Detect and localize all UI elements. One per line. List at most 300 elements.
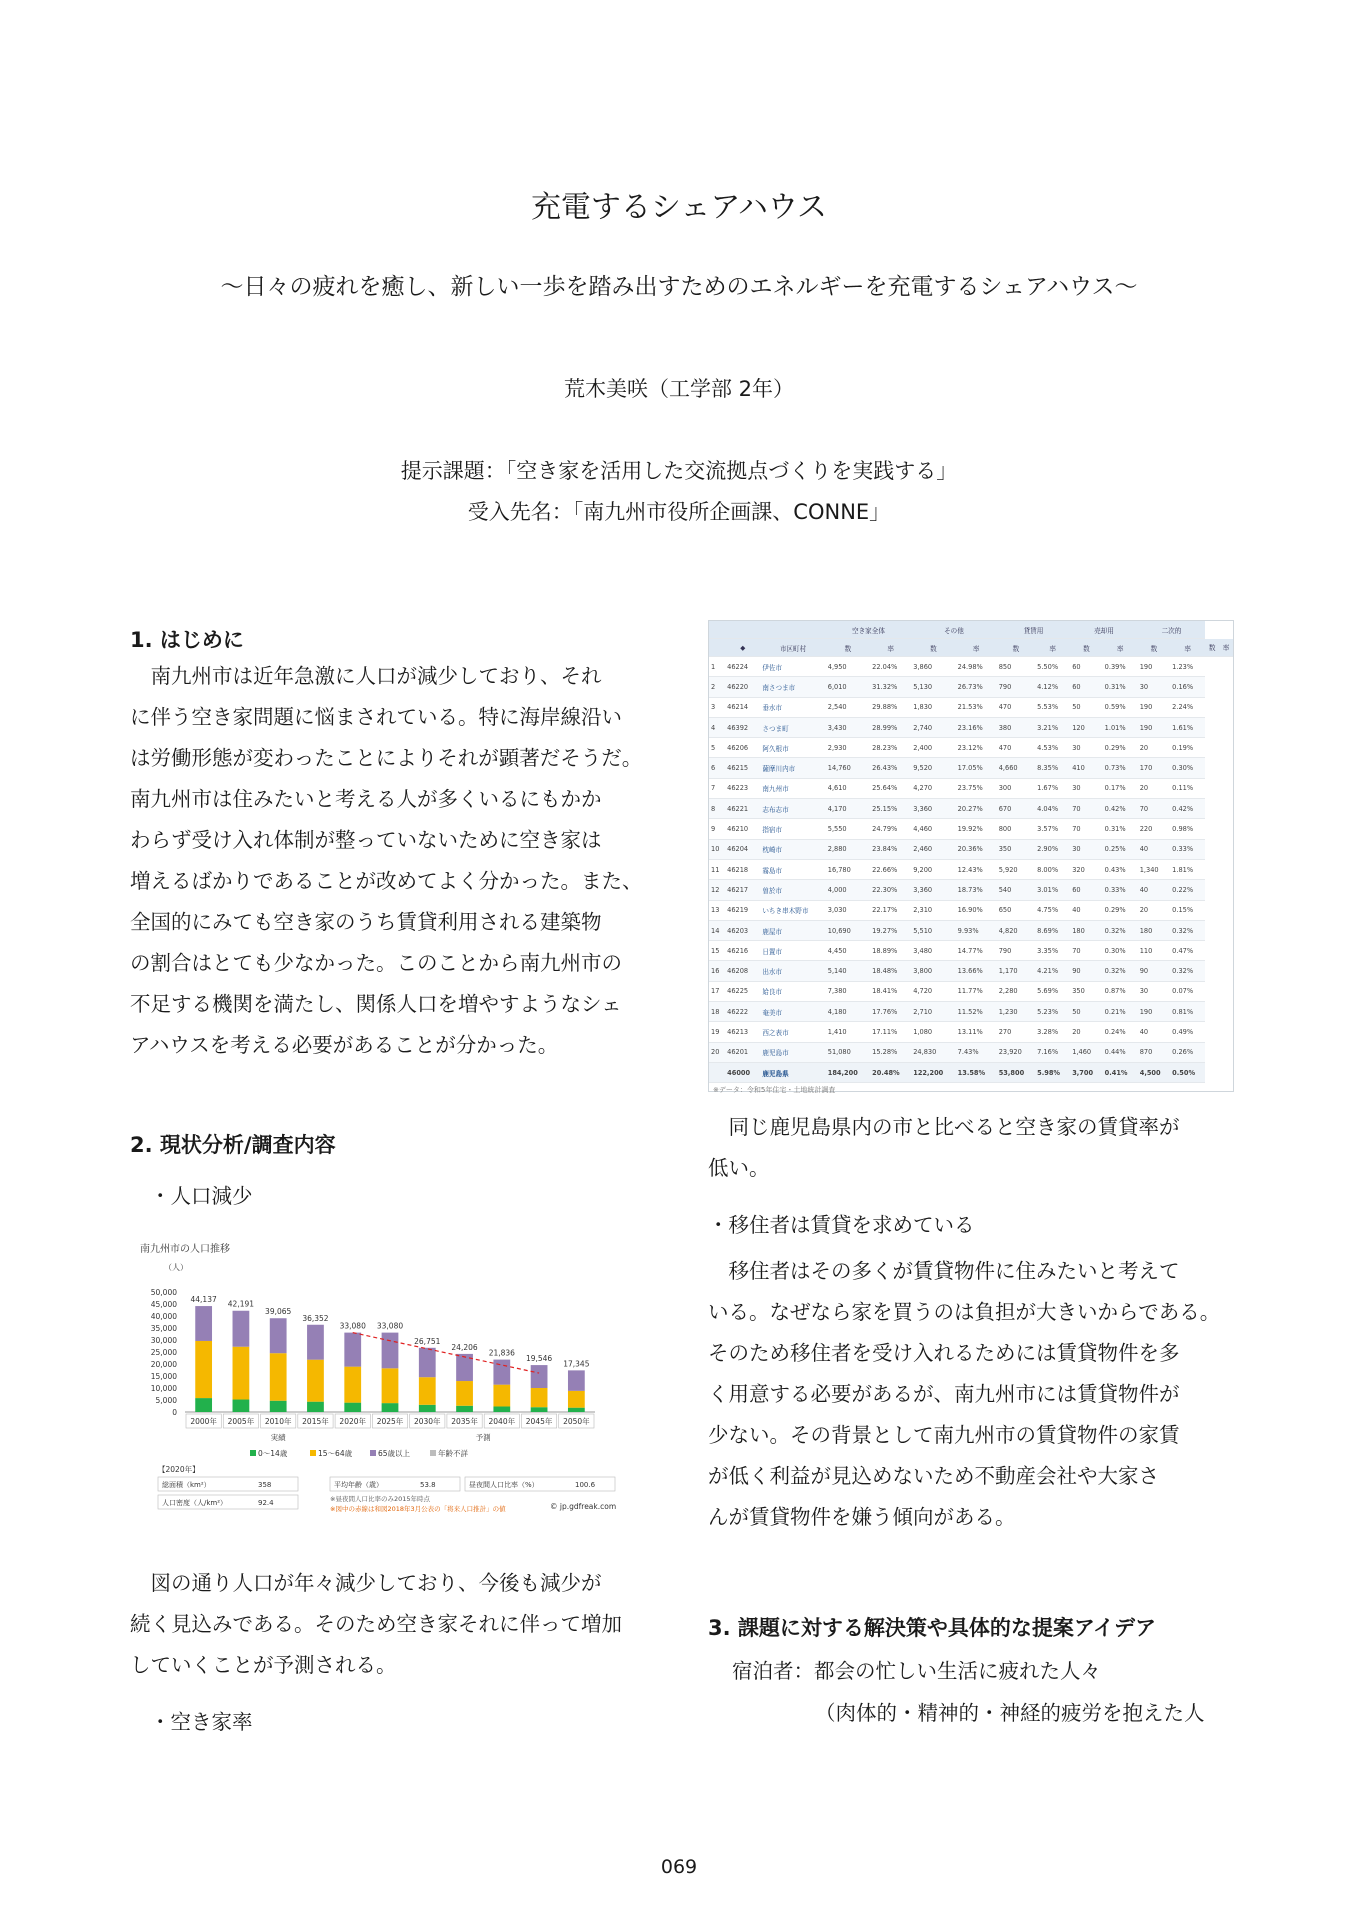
table-cell: 14.77%	[956, 941, 997, 961]
table-cell: 20.27%	[956, 799, 997, 819]
table-cell: 14	[709, 920, 725, 940]
table-cell: 350	[997, 839, 1035, 859]
table-cell: 24,830	[911, 1042, 955, 1062]
table-cell: 4,660	[997, 758, 1035, 778]
table-cell: 20	[1138, 900, 1170, 920]
table-cell: 46206	[725, 738, 760, 758]
table-row	[709, 941, 1233, 961]
table-column-label[interactable]: 数	[997, 639, 1035, 657]
table-cell: 9	[709, 819, 725, 839]
section3-heading: 3. 課題に対する解決策や具体的な提案アイデア	[708, 1616, 1157, 1640]
table-cell: 12.43%	[956, 859, 997, 879]
table-cell: 1	[709, 657, 725, 677]
table-cell: 20	[1138, 738, 1170, 758]
section1-body	[130, 656, 690, 1066]
table-cell: 6	[709, 758, 725, 778]
table-cell: 4,500	[1138, 1062, 1170, 1082]
table-cell: 46216	[725, 941, 760, 961]
x-tick-label: 2010年	[264, 1417, 292, 1426]
table-cell: 190	[1138, 1002, 1170, 1022]
table-cell: 300	[997, 778, 1035, 798]
bar-segment	[493, 1385, 510, 1407]
table-cell: 23.16%	[956, 717, 997, 737]
table-cell: 伊佐市	[760, 657, 825, 677]
data-label: 24,206	[451, 1342, 478, 1352]
table-cell: 4.04%	[1035, 799, 1070, 819]
bar-segment	[568, 1391, 585, 1408]
table-cell: 470	[997, 738, 1035, 758]
table-row	[709, 880, 1233, 900]
table-cell: 23.84%	[870, 839, 911, 859]
table-cell: 790	[997, 941, 1035, 961]
x-tick-label: 2020年	[339, 1417, 367, 1426]
table-cell: 4,610	[826, 778, 870, 798]
table-cell: 40	[1138, 839, 1170, 859]
table-cell: 3,800	[911, 961, 955, 981]
y-tick-label: 25,000	[150, 1348, 177, 1357]
table-cell: 46223	[725, 778, 760, 798]
table-cell: 46208	[725, 961, 760, 981]
table-cell: 3,700	[1070, 1062, 1102, 1082]
table-cell: 320	[1070, 859, 1102, 879]
table-cell: 4,450	[826, 941, 870, 961]
table-cell: 4,270	[911, 778, 955, 798]
table-cell: 50	[1070, 1002, 1102, 1022]
migrants-body	[708, 1251, 1268, 1538]
table-cell: 0.39%	[1103, 657, 1138, 677]
table-cell: 9.93%	[956, 920, 997, 940]
table-cell: 鹿児島県	[760, 1062, 825, 1082]
bar-segment	[195, 1398, 212, 1412]
table-cell: 170	[1138, 758, 1170, 778]
table-cell: 0.33%	[1103, 880, 1138, 900]
table-cell: 5.69%	[1035, 981, 1070, 1001]
table-cell: 0.30%	[1103, 941, 1138, 961]
data-label: 33,080	[376, 1321, 404, 1331]
info-item-label: 人口密度（人/km²）	[162, 1499, 228, 1507]
table-column-label[interactable]: 数	[911, 639, 955, 657]
table-column-label[interactable]: 率	[1219, 639, 1233, 657]
table-column-label[interactable]: 率	[1103, 639, 1138, 657]
table-cell: 2	[709, 677, 725, 697]
table-cell: 4,170	[826, 799, 870, 819]
table-cell: いちき串木野市	[760, 900, 825, 920]
table-cell: 鹿児島市	[760, 1042, 825, 1062]
data-label: 44,137	[190, 1295, 217, 1305]
table-cell: 0.22%	[1170, 880, 1205, 900]
table-cell: 2.90%	[1035, 839, 1070, 859]
table-cell: 11	[709, 859, 725, 879]
table-row	[709, 981, 1233, 1001]
table-cell: 18.89%	[870, 941, 911, 961]
table-cell: 29.88%	[870, 697, 911, 717]
table-cell: 190	[1138, 697, 1170, 717]
table-cell: 鹿屋市	[760, 920, 825, 940]
info-item-value: 53.8	[420, 1481, 436, 1489]
table-cell: 8	[709, 799, 725, 819]
table-cell: 0.73%	[1103, 758, 1138, 778]
table-column-label[interactable]: 数	[1070, 639, 1102, 657]
table-cell: 4.53%	[1035, 738, 1070, 758]
legend-label: 年齢不詳	[438, 1449, 468, 1458]
table-cell: 17.05%	[956, 758, 997, 778]
table-row	[709, 1022, 1233, 1042]
table-row	[709, 697, 1233, 717]
table-cell: 7,380	[826, 981, 870, 1001]
data-label: 36,352	[302, 1313, 329, 1323]
table-column-label[interactable]: 率	[870, 639, 911, 657]
table-row	[709, 799, 1233, 819]
table-cell: 40	[1070, 900, 1102, 920]
table-cell: 2,310	[911, 900, 955, 920]
table-cell: 9,200	[911, 859, 955, 879]
y-tick-label: 5,000	[155, 1396, 177, 1405]
legend-swatch	[250, 1450, 256, 1456]
table-cell: 190	[1138, 657, 1170, 677]
table-cell: 46220	[725, 677, 760, 697]
table-row	[709, 778, 1233, 798]
bar-segment	[233, 1400, 250, 1412]
table-cell: 17	[709, 981, 725, 1001]
table-cell: 28.23%	[870, 738, 911, 758]
table-row	[709, 859, 1233, 879]
table-cell: 0.32%	[1170, 961, 1205, 981]
table-row	[709, 717, 1233, 737]
table-cell: 14,760	[826, 758, 870, 778]
table-cell: 90	[1138, 961, 1170, 981]
table-cell: 46225	[725, 981, 760, 1001]
table-cell: 1,230	[997, 1002, 1035, 1022]
table-cell: 4.12%	[1035, 677, 1070, 697]
table-cell: 70	[1070, 941, 1102, 961]
bar-segment	[307, 1402, 324, 1412]
table-cell: 2,460	[911, 839, 955, 859]
bar-segment	[568, 1370, 585, 1391]
table-cell: 13	[709, 900, 725, 920]
legend-label: 0〜14歳	[258, 1449, 288, 1458]
paragraph-line: 低い。	[708, 1156, 770, 1180]
page-number: 069	[660, 1856, 698, 1878]
table-cell: 0.26%	[1170, 1042, 1205, 1062]
table-cell: 1,170	[997, 961, 1035, 981]
y-tick-label: 20,000	[150, 1360, 177, 1369]
table-cell: 19.92%	[956, 819, 997, 839]
table-cell: 阿久根市	[760, 738, 825, 758]
table-cell: 122,200	[911, 1062, 955, 1082]
table-cell: 0.15%	[1170, 900, 1205, 920]
paragraph-line: の割合はとても少なかった。このことから南九州市の	[130, 951, 622, 975]
table-cell: 0.32%	[1170, 920, 1205, 940]
table-cell: 0.24%	[1103, 1022, 1138, 1042]
table-cell: 31.32%	[870, 677, 911, 697]
table-cell: 0.32%	[1103, 961, 1138, 981]
table-cell: 15.28%	[870, 1042, 911, 1062]
table-cell: 410	[1070, 758, 1102, 778]
bar-segment	[195, 1341, 212, 1398]
table-cell: 0.17%	[1103, 778, 1138, 798]
population-chart-svg	[130, 1240, 630, 1550]
table-cell: 西之表市	[760, 1022, 825, 1042]
table-cell: 90	[1070, 961, 1102, 981]
table-cell: 60	[1070, 880, 1102, 900]
table-cell: 21.53%	[956, 697, 997, 717]
host: 受入先名：「南九州市役所企画課、CONNE」	[467, 500, 891, 524]
table-row	[709, 738, 1233, 758]
paragraph-line: 南九州市は住みたいと考える人が多くいるにもかか	[130, 787, 602, 811]
bar-segment	[344, 1403, 361, 1412]
table-column-label[interactable]: 数	[1138, 639, 1170, 657]
paragraph-line: 少ない。その背景として南九州市の賃貸物件の家賃	[708, 1423, 1180, 1447]
paragraph-line: 移住者はその多くが賃貸物件に住みたいと考えて	[708, 1259, 1180, 1283]
author: 荒木美咲（工学部 2年）	[563, 377, 795, 401]
table-cell: 3,360	[911, 880, 955, 900]
table-cell: 53,800	[997, 1062, 1035, 1082]
table-cell: 46219	[725, 900, 760, 920]
table-cell: 46210	[725, 819, 760, 839]
table-cell: 2,710	[911, 1002, 955, 1022]
table-cell: 0.50%	[1170, 1062, 1205, 1082]
table-cell: 46204	[725, 839, 760, 859]
bar-segment	[456, 1381, 473, 1406]
group-label: 予測	[475, 1433, 491, 1442]
table-cell: 1.61%	[1170, 717, 1205, 737]
info-item-value: 358	[258, 1481, 272, 1489]
table-cell: 奄美市	[760, 1002, 825, 1022]
paragraph-line: 図の通り人口が年々減少しており、今後も減少が	[130, 1571, 602, 1595]
table-cell: 40	[1138, 880, 1170, 900]
table-cell: 2,930	[826, 738, 870, 758]
table-cell: 6,010	[826, 677, 870, 697]
table-cell: 1,460	[1070, 1042, 1102, 1062]
table-cell: 0.07%	[1170, 981, 1205, 1001]
section2-heading: 2. 現状分析/調査内容	[130, 1133, 336, 1157]
table-cell: 46000	[725, 1062, 760, 1082]
x-tick-label: 2030年	[413, 1417, 441, 1426]
table-cell: 0.32%	[1103, 920, 1138, 940]
paragraph-line: アハウスを考える必要があることが分かった。	[130, 1033, 559, 1057]
paragraph-line: そのため移住者を受け入れるためには賃貸物件を多	[708, 1341, 1180, 1365]
table-cell: 24.79%	[870, 819, 911, 839]
table-cell: 46214	[725, 697, 760, 717]
table-cell: 30	[1070, 738, 1102, 758]
bar-segment	[531, 1365, 548, 1388]
table-group-label: 空き家全体	[826, 621, 911, 639]
bar-segment	[493, 1406, 510, 1412]
table-cell: 22.66%	[870, 859, 911, 879]
table-cell: 50	[1070, 697, 1102, 717]
data-label: 33,080	[339, 1321, 366, 1331]
table-group-label: 貸賃用	[997, 621, 1071, 639]
info-label: 【2020年】	[158, 1465, 200, 1474]
table-cell: 470	[997, 697, 1035, 717]
paragraph-line: んが賃貸物件を嫌う傾向がある。	[708, 1505, 1016, 1529]
table-cell: 1,410	[826, 1022, 870, 1042]
table-cell: 26.73%	[956, 677, 997, 697]
table-cell: 8.00%	[1035, 859, 1070, 879]
section3-line1: 宿泊者：都会の忙しい生活に疲れた人々	[732, 1659, 1101, 1683]
bullet-population: ・人口減少	[150, 1184, 253, 1208]
bar-segment	[419, 1405, 436, 1412]
table-cell: 650	[997, 900, 1035, 920]
paragraph-line: いる。なぜなら家を買うのは負担が大きいからである。	[708, 1300, 1221, 1324]
bar-segment	[195, 1306, 212, 1341]
table-cell: 0.29%	[1103, 900, 1138, 920]
table-cell: 70	[1070, 799, 1102, 819]
table-cell: 25.15%	[870, 799, 911, 819]
info-item-label: 平均年齢（歳）	[334, 1481, 383, 1489]
bar-segment	[493, 1360, 510, 1385]
data-label: 21,836	[488, 1348, 515, 1358]
table-cell: 0.98%	[1170, 819, 1205, 839]
paragraph-line: 増えるばかりであることが改めてよく分かった。また、	[130, 869, 643, 893]
table-cell: 3,030	[826, 900, 870, 920]
table-cell: さつま町	[760, 717, 825, 737]
bar-segment	[456, 1406, 473, 1412]
x-tick-label: 2025年	[376, 1417, 404, 1426]
table-cell: 22.17%	[870, 900, 911, 920]
table-cell: 46224	[725, 657, 760, 677]
table-cell: 5,140	[826, 961, 870, 981]
table-cell: 0.59%	[1103, 697, 1138, 717]
table-cell: 23,920	[997, 1042, 1035, 1062]
table-cell: 4	[709, 717, 725, 737]
table-cell: 霧島市	[760, 859, 825, 879]
chart-title: 南九州市の人口推移	[140, 1244, 230, 1255]
table-cell: 5,130	[911, 677, 955, 697]
table-cell: 20	[709, 1042, 725, 1062]
table-column-label[interactable]: 率	[956, 639, 997, 657]
table-cell: 60	[1070, 677, 1102, 697]
y-tick-label: 50,000	[150, 1288, 177, 1297]
table-cell: 0.87%	[1103, 981, 1138, 1001]
table-cell: 20.36%	[956, 839, 997, 859]
y-tick-label: 0	[172, 1408, 177, 1417]
table-cell: 1.23%	[1170, 657, 1205, 677]
table-group-label: 二次的	[1138, 621, 1206, 639]
table-cell: 16,780	[826, 859, 870, 879]
x-tick-label: 2050年	[563, 1417, 590, 1426]
table-comment	[708, 1107, 1248, 1189]
table-cell: 0.43%	[1103, 859, 1138, 879]
table-cell: 22.04%	[870, 657, 911, 677]
legend-swatch	[370, 1450, 376, 1456]
table-cell: 1.01%	[1103, 717, 1138, 737]
table-cell: 23.12%	[956, 738, 997, 758]
table-cell: 3,860	[911, 657, 955, 677]
table-row	[709, 1042, 1233, 1062]
bar-segment	[307, 1360, 324, 1402]
table-column-label[interactable]: 率	[1170, 639, 1205, 657]
table-cell: 23.75%	[956, 778, 997, 798]
table-cell: 0.42%	[1170, 799, 1205, 819]
info-item-label: 総面積（km²）	[162, 1481, 211, 1489]
table-cell: 110	[1138, 941, 1170, 961]
bar-segment	[382, 1368, 399, 1403]
table-cell: 4,180	[826, 1002, 870, 1022]
table-cell: 46221	[725, 799, 760, 819]
table-cell: 2.24%	[1170, 697, 1205, 717]
table-cell: 3.01%	[1035, 880, 1070, 900]
table-column-label[interactable]: 率	[1035, 639, 1070, 657]
paragraph-line: 全国的にみても空き家のうち賃貸利用される建築物	[130, 910, 602, 934]
chart-note: ※図中の赤線は和図2018年3月公表の「将来人口推計」の値	[330, 1505, 506, 1513]
table-cell: 20.48%	[870, 1062, 911, 1082]
table-cell: 5.50%	[1035, 657, 1070, 677]
paragraph-line: わらず受け入れ体制が整っていないために空き家は	[130, 828, 602, 852]
table-cell: 20	[1138, 778, 1170, 798]
table-cell: 出水市	[760, 961, 825, 981]
table-cell: 28.99%	[870, 717, 911, 737]
population-chart	[130, 1240, 630, 1550]
table-cell: 1.67%	[1035, 778, 1070, 798]
table-cell: 13.58%	[956, 1062, 997, 1082]
section1-heading: 1. はじめに	[130, 628, 244, 652]
table-cell: 9,520	[911, 758, 955, 778]
table-column-label[interactable]: 数	[1205, 639, 1219, 657]
table-cell: 850	[997, 657, 1035, 677]
table-cell: 180	[1070, 920, 1102, 940]
table-cell: 薩摩川内市	[760, 758, 825, 778]
table-cell: 8.69%	[1035, 920, 1070, 940]
table-row	[709, 819, 1233, 839]
table-cell: 15	[709, 941, 725, 961]
table-cell: 0.29%	[1103, 738, 1138, 758]
table-row	[709, 1002, 1233, 1022]
table-cell: 13.66%	[956, 961, 997, 981]
table-cell: 5	[709, 738, 725, 758]
bar-segment	[568, 1408, 585, 1412]
table-cell: 日置市	[760, 941, 825, 961]
table-cell: 870	[1138, 1042, 1170, 1062]
table-cell: 4,820	[997, 920, 1035, 940]
table-cell: 350	[1070, 981, 1102, 1001]
chart-note: ※昼夜間人口比率のみ2015年時点	[330, 1495, 430, 1503]
table-cell: 4.21%	[1035, 961, 1070, 981]
table-cell: 46217	[725, 880, 760, 900]
table-row	[709, 961, 1233, 981]
table-cell: 0.31%	[1103, 677, 1138, 697]
table-cell: 70	[1138, 799, 1170, 819]
table-cell: 3.28%	[1035, 1022, 1070, 1042]
table-cell: 4,000	[826, 880, 870, 900]
table-cell: 70	[1070, 819, 1102, 839]
table-column-label[interactable]: 市区町村	[760, 639, 825, 657]
paragraph-line: していくことが予測される。	[130, 1653, 397, 1677]
info-item-value: 100.6	[575, 1481, 596, 1489]
table-cell: 南さつま市	[760, 677, 825, 697]
paragraph-line: に伴う空き家問題に悩まされている。特に海岸線沿い	[130, 705, 622, 729]
paragraph-line: が低く利益が見込めないため不動産会社や大家さ	[708, 1464, 1159, 1488]
x-tick-label: 2015年	[302, 1417, 329, 1426]
info-item-value: 92.4	[258, 1499, 274, 1507]
bar-segment	[307, 1325, 324, 1360]
table-cell: 120	[1070, 717, 1102, 737]
table-cell: 60	[1070, 657, 1102, 677]
table-cell: 17.11%	[870, 1022, 911, 1042]
bar-segment	[344, 1367, 361, 1403]
table-cell: 17.76%	[870, 1002, 911, 1022]
bar-segment	[531, 1388, 548, 1407]
y-axis-label: （人）	[164, 1263, 188, 1272]
legend-swatch	[430, 1450, 436, 1456]
table-column-label[interactable]: 数	[826, 639, 870, 657]
table-cell: 46222	[725, 1002, 760, 1022]
data-label: 26,751	[414, 1336, 441, 1346]
table-cell: 30	[1070, 778, 1102, 798]
table-cell: 1,830	[911, 697, 955, 717]
table-cell: 0.31%	[1103, 819, 1138, 839]
table-cell: 220	[1138, 819, 1170, 839]
